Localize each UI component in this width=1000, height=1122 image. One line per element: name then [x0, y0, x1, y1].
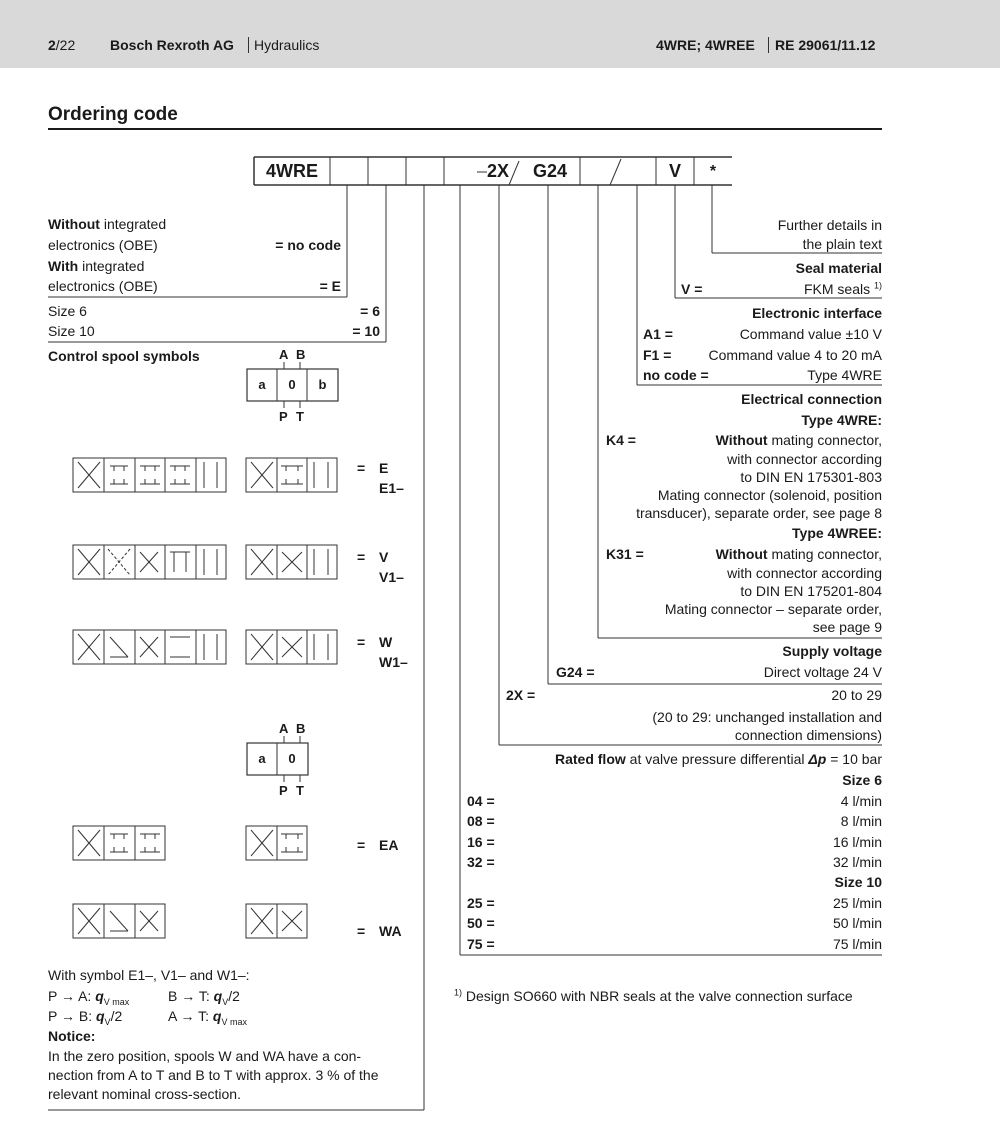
doc-ref: RE 29061/11.12 [775, 37, 876, 53]
k4-line2: with connector according [727, 451, 882, 467]
size6-label: Size 6 [48, 303, 87, 319]
spool-e-eq: = [357, 460, 366, 476]
spool-v1-code: V1– [379, 569, 404, 585]
section-title: Ordering code [48, 104, 178, 125]
spool-v-eq: = [357, 549, 366, 565]
pos-b-label: b [318, 377, 327, 392]
pos-a-label: a [258, 377, 266, 392]
flow-size6-title: Size 6 [842, 772, 882, 788]
spool-ea-code: EA [379, 837, 399, 853]
spool-heading: Control spool symbols [48, 348, 200, 364]
flow-04-value: 4 l/min [840, 793, 882, 809]
flow-08-code: 08 = [467, 813, 495, 829]
size10-label: Size 10 [48, 323, 95, 339]
page-number: 2/22 [48, 37, 76, 53]
spool-ea-eq: = [357, 837, 366, 853]
flow-75-code: 75 = [467, 936, 495, 952]
supply-voltage-title: Supply voltage [782, 643, 882, 659]
k31-line4: Mating connector – separate order, [664, 601, 882, 617]
k31-line5: see page 9 [812, 619, 882, 635]
spool-w-code: W [379, 634, 393, 650]
k31-line2: with connector according [727, 565, 882, 581]
without-obe-line2: electronics (OBE) [48, 237, 158, 253]
ei-nocode-code: no code = [643, 367, 709, 383]
without-obe-line1: Without integrated [48, 216, 167, 232]
company-name: Bosch Rexroth AG [110, 37, 234, 53]
flow-75-value: 75 l/min [832, 936, 882, 952]
port-a-label-2: A [279, 721, 289, 736]
k4-code: K4 = [606, 432, 636, 448]
without-obe-code: = no code [275, 237, 341, 253]
division-name: Hydraulics [254, 37, 320, 53]
ei-a1-code: A1 = [643, 326, 673, 342]
flow-25-code: 25 = [467, 895, 495, 911]
k31-line3: to DIN EN 175201-804 [740, 583, 882, 599]
notice-line2: nection from A to T and B to T with approx. 3 % of the [48, 1067, 379, 1083]
port-a-label: A [279, 347, 289, 362]
flow-04-code: 04 = [467, 793, 495, 809]
doc-id: 4WRE; 4WREE [656, 37, 755, 53]
code-box-type: 4WRE [265, 161, 318, 181]
k4-line4: Mating connector (solenoid, position [657, 487, 882, 503]
code-box-further: * [709, 163, 717, 180]
k31-code: K31 = [606, 546, 644, 562]
further-details-1: Further details in [777, 217, 882, 233]
supply-voltage-desc: Direct voltage 24 V [763, 664, 882, 680]
k4-line5: transducer), separate order, see page 8 [636, 505, 882, 521]
further-details-2: the plain text [802, 236, 882, 252]
spool-v-code: V [379, 549, 389, 565]
flow-25-value: 25 l/min [832, 895, 882, 911]
ei-nocode-desc: Type 4WRE [807, 367, 882, 383]
series-note-1: (20 to 29: unchanged installation and [652, 709, 882, 725]
notice-line1: In the zero position, spools W and WA have a con- [48, 1048, 362, 1064]
port-b-label: B [296, 347, 306, 362]
pos-a-label-2: a [258, 751, 266, 766]
port-p-label-2: P [279, 783, 288, 798]
spool-wa-code: WA [379, 923, 402, 939]
flow-50-code: 50 = [467, 915, 495, 931]
spool-w-eq: = [357, 634, 366, 650]
code-box-voltage: G24 [532, 161, 568, 181]
pos-0-label-2: 0 [288, 751, 296, 766]
spool-e1-code: E1– [379, 480, 404, 496]
port-p-label: P [279, 409, 288, 424]
flow-32-code: 32 = [467, 854, 495, 870]
k4-line3: to DIN EN 175301-803 [740, 469, 882, 485]
with-obe-line2: electronics (OBE) [48, 278, 158, 294]
ei-a1-desc: Command value ±10 V [739, 326, 882, 342]
flow-16-value: 16 l/min [832, 834, 882, 850]
with-obe-code: = E [319, 278, 341, 294]
seal-desc: FKM seals $^{1)}$ [803, 280, 882, 297]
electrical-connection-title: Electrical connection [741, 391, 882, 407]
size6-code: = 6 [360, 303, 380, 319]
flow-p-b: P → B: $q_V/2$ [48, 1008, 123, 1027]
flow-08-value: 8 l/min [840, 813, 882, 829]
electronic-interface-title: Electronic interface [752, 305, 882, 321]
code-box-seal: V [668, 161, 681, 181]
flow-50-value: 50 l/min [832, 915, 882, 931]
seal-title: Seal material [795, 260, 882, 276]
flow-size10-title: Size 10 [834, 874, 882, 890]
spool-wa-eq: = [357, 923, 366, 939]
pos-0-label: 0 [288, 377, 296, 392]
port-t-label-2: T [296, 783, 304, 798]
flow-a-t: A → T: $q_{V max}$ [168, 1008, 247, 1027]
ei-f1-desc: Command value 4 to 20 mA [708, 347, 882, 363]
footnote: $^{1)}$ Design SO660 with NBR seals at the valve connection surface [454, 987, 853, 1004]
series-note-2: connection dimensions) [734, 727, 882, 743]
k4-line1: Without mating connector, [715, 432, 882, 448]
size10-code: = 10 [352, 323, 380, 339]
spool-w1-code: W1– [379, 654, 408, 670]
rated-flow-title: Rated flow at valve pressure differential Δp = 10 bar [554, 751, 882, 767]
port-t-label: T [296, 409, 304, 424]
flow-p-a: P → A: $q_{V max}$ [48, 988, 130, 1007]
notice-title: Notice: [48, 1028, 96, 1044]
code-box-series: 2X [487, 161, 510, 181]
type-4wree-label: Type 4WREE: [792, 525, 882, 541]
spool-symbols [73, 458, 337, 938]
type-4wre-label: Type 4WRE: [801, 412, 882, 428]
flow-b-t: B → T: $q_V/2$ [168, 988, 240, 1007]
flow-32-value: 32 l/min [832, 854, 882, 870]
flow-16-code: 16 = [467, 834, 495, 850]
supply-voltage-code: G24 = [556, 664, 595, 680]
series-code: 2X = [506, 687, 536, 703]
k31-line1: Without mating connector, [715, 546, 882, 562]
notice-line3: relevant nominal cross-section. [48, 1086, 241, 1102]
series-desc: 20 to 29 [831, 687, 882, 703]
with-symbol-note: With symbol E1–, V1– and W1–: [48, 967, 250, 983]
with-obe-line1: With integrated [48, 258, 145, 274]
ei-f1-code: F1 = [643, 347, 672, 363]
seal-code: V = [681, 281, 703, 297]
port-b-label-2: B [296, 721, 306, 736]
spool-e-code: E [379, 460, 389, 476]
